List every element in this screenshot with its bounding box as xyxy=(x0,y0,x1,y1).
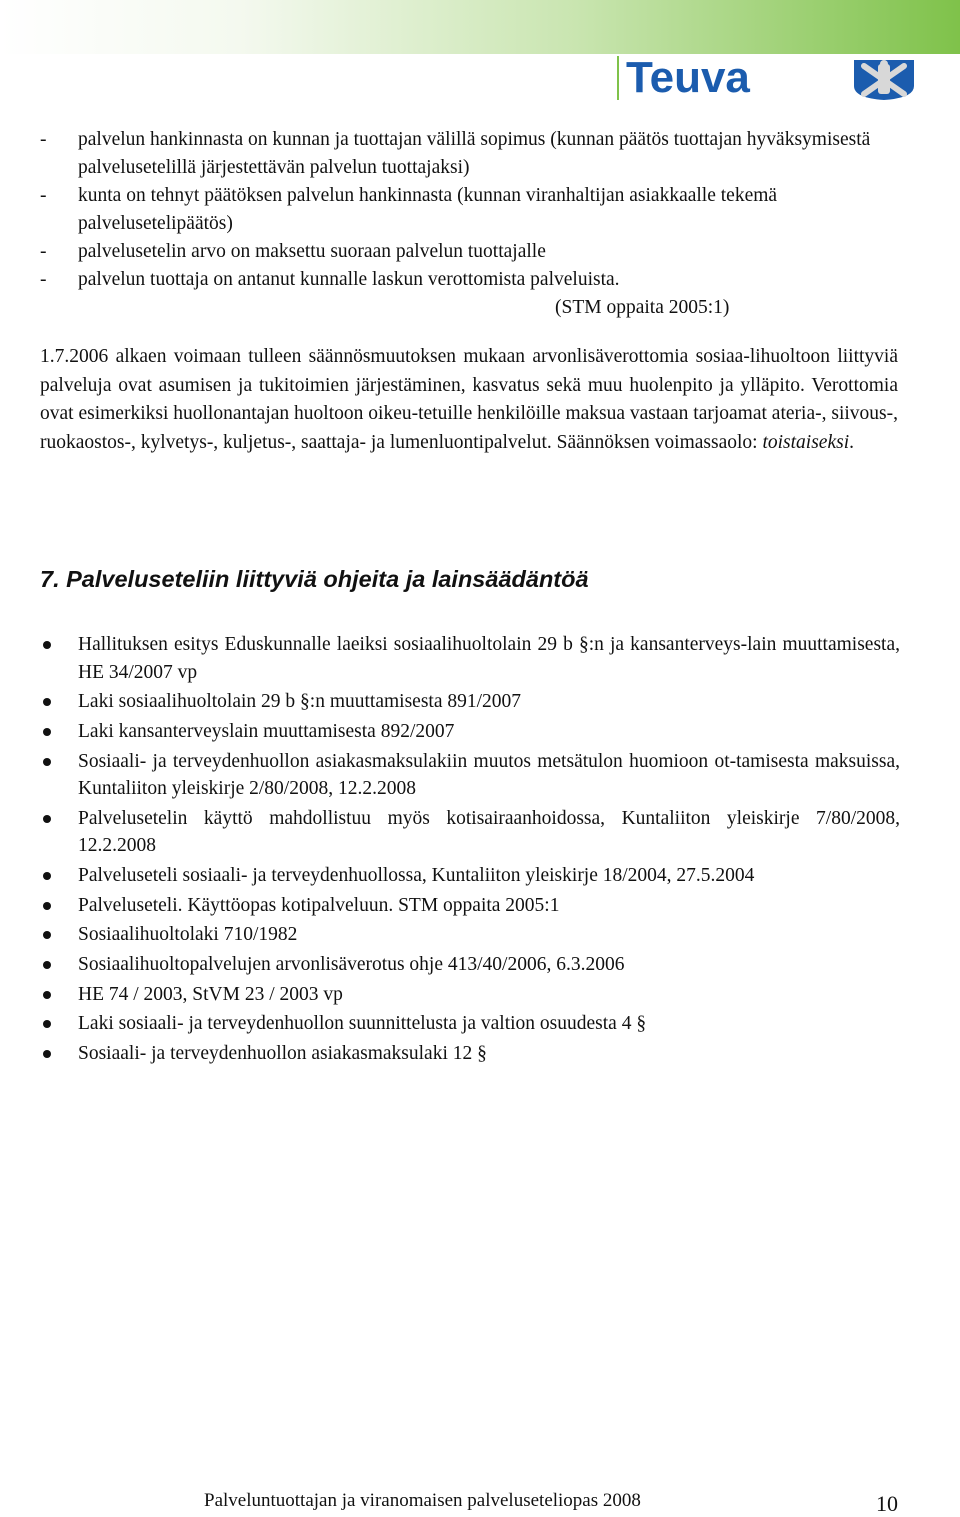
condition-text: palvelun hankinnasta on kunnan ja tuottajan välillä sopimus (kunnan päätös tuottajan hyväksymisestä palvelusetelillä järjestettävän palvelun tuottajaksi) xyxy=(78,129,871,178)
reference-item xyxy=(40,862,900,890)
reference-item xyxy=(40,921,900,949)
bullet-icon xyxy=(43,1020,51,1028)
bullet-icon xyxy=(43,991,51,999)
reference-text: Sosiaali- ja terveydenhuollon asiakasmaksulakiin muutos metsätulon huomioon ot-tamisesta maksuissa, Kuntaliiton yleiskirje 2/80/2008, 12.2.2008 xyxy=(78,750,900,800)
paragraph-text: 1.7.2006 alkaen voimaan tulleen säännösmuutoksen mukaan arvonlisäverottomia sosiaa-lihuoltoon liittyviä palveluja ovat asumisen ja tukitoimien järjestäminen, kasvatus sekä muu huolenpito ja ylläpito. Verottomia ovat esimerkiksi huollonantajan huoltoon oikeu-tetuille henkilöille maksua vastaan tarjoamat ateria-, siivous-, ruokaostos-, kylvetys-, kuljetus-, saattaja- ja lumenluontipalvelut. Säännöksen voimassaolo: xyxy=(40,346,898,453)
bullet-icon xyxy=(43,815,51,823)
bullet-icon xyxy=(43,641,51,649)
reference-item xyxy=(40,1010,900,1038)
reference-text: Laki kansanterveyslain muuttamisesta 892/2007 xyxy=(78,720,455,742)
reference-list xyxy=(40,631,900,1070)
paragraph-emphasis: toistaiseksi xyxy=(762,431,850,453)
reference-text: Sosiaalihuoltolaki 710/1982 xyxy=(78,924,298,946)
reference-text: Palvelusetelin käyttö mahdollistuu myös kotisairaanhoidossa, Kuntaliiton yleiskirje 7/80/2008, 12.2.2008 xyxy=(78,807,900,857)
reference-item xyxy=(40,805,900,860)
header-gradient xyxy=(0,0,960,54)
reference-item xyxy=(40,981,900,1009)
page-number: 10 xyxy=(876,1491,898,1516)
condition-item xyxy=(40,238,900,266)
condition-text: palvelun tuottaja on antanut kunnalle laskun verottomista palveluista. xyxy=(78,269,620,290)
reference-text: Sosiaali- ja terveydenhuollon asiakasmaksulaki 12 § xyxy=(78,1043,487,1065)
reference-item xyxy=(40,688,900,716)
source-reference: (STM oppaita 2005:1) xyxy=(555,297,730,318)
bullet-icon xyxy=(43,1050,51,1058)
dash-marker: - xyxy=(40,269,47,290)
condition-list xyxy=(40,126,900,294)
crest-icon xyxy=(854,60,914,100)
header-band xyxy=(0,0,960,100)
reference-text: Palveluseteli sosiaali- ja terveydenhuollossa, Kuntaliiton yleiskirje 18/2004, 27.5.2004 xyxy=(78,864,755,886)
paragraph-end: . xyxy=(849,431,854,453)
bullet-icon xyxy=(43,728,51,736)
reference-item xyxy=(40,718,900,746)
reference-text: Hallituksen esitys Eduskunnalle laeiksi sosiaalihuoltolain 29 b §:n ja kansanterveys-lain muuttamisesta, HE 34/2007 vp xyxy=(78,634,900,683)
reference-item xyxy=(40,748,900,803)
dash-marker: - xyxy=(40,241,47,262)
dash-marker: - xyxy=(40,185,47,206)
condition-item xyxy=(40,182,900,238)
reference-text: Laki sosiaalihuoltolain 29 b §:n muuttamisesta 891/2007 xyxy=(78,691,522,713)
header-graphic xyxy=(0,0,960,100)
reference-item xyxy=(40,1040,900,1068)
condition-text: palvelusetelin arvo on maksettu suoraan palvelun tuottajalle xyxy=(78,241,546,262)
condition-item xyxy=(40,126,900,182)
bullet-icon xyxy=(43,758,51,766)
reference-item xyxy=(40,951,900,979)
bullet-icon xyxy=(43,931,51,939)
section-heading: 7. Palveluseteliin liittyviä ohjeita ja lainsäädäntöä xyxy=(40,566,589,592)
reference-text: Palveluseteli. Käyttöopas kotipalveluun. STM oppaita 2005:1 xyxy=(78,894,560,916)
logo-text: Teuva xyxy=(626,53,750,100)
reference-text: Sosiaalihuoltopalvelujen arvonlisäverotus ohje 413/40/2006, 6.3.2006 xyxy=(78,954,625,975)
reference-item xyxy=(40,631,900,686)
footer-title: Palveluntuottajan ja viranomaisen palveluseteliopas 2008 xyxy=(204,1490,641,1511)
reference-item xyxy=(40,892,900,920)
vat-paragraph xyxy=(40,343,898,457)
dash-marker: - xyxy=(40,129,47,150)
bullet-icon xyxy=(43,872,51,880)
bullet-icon xyxy=(43,961,51,969)
bullet-icon xyxy=(43,698,51,706)
condition-item xyxy=(40,266,900,294)
reference-text: Laki sosiaali- ja terveydenhuollon suunnittelusta ja valtion osuudesta 4 § xyxy=(78,1013,647,1035)
bullet-icon xyxy=(43,902,51,910)
reference-text: HE 74 / 2003, StVM 23 / 2003 vp xyxy=(78,983,343,1005)
condition-text: kunta on tehnyt päätöksen palvelun hankinnasta (kunnan viranhaltijan asiakkaalle tekemä palvelusetelipäätös) xyxy=(78,185,778,234)
